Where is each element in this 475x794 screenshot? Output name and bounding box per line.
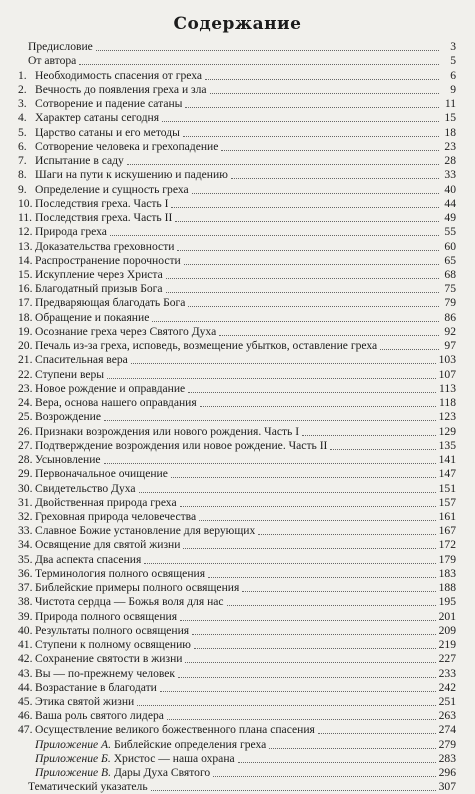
toc-item-page: 263: [438, 709, 456, 723]
toc-item-page: 129: [438, 424, 456, 438]
toc-item-page: 65: [444, 253, 456, 267]
toc-item-number: 32.: [18, 509, 33, 523]
toc-item-page: 113: [439, 381, 456, 395]
toc-appendix-title: Библейские определения греха: [113, 737, 267, 751]
leader-dots: [380, 349, 439, 350]
toc-item-number: 19.: [18, 324, 33, 338]
toc-item-number: 22.: [18, 367, 33, 381]
leader-dots: [137, 705, 435, 706]
toc-item-title: Сотворение и падение сатаны: [35, 97, 183, 111]
toc-item-title: Ступени веры: [35, 367, 105, 381]
leader-dots: [104, 420, 436, 421]
leader-dots: [151, 790, 436, 791]
toc-chapter-item[interactable]: [18, 624, 456, 638]
toc-chapter-item[interactable]: [18, 439, 456, 453]
toc-front-item[interactable]: [18, 54, 456, 68]
toc-appendix-label: Приложение В.: [35, 766, 112, 780]
toc-chapter-item[interactable]: [18, 97, 456, 111]
toc-item-page: 79: [444, 296, 456, 310]
toc-item-number: 42.: [18, 652, 33, 666]
toc-chapter-item[interactable]: [18, 666, 456, 680]
toc-item-title: Библейские примеры полного освящения: [35, 581, 240, 595]
toc-item-page: 209: [438, 623, 456, 637]
toc-chapter-item[interactable]: [18, 524, 456, 538]
leader-dots: [199, 520, 435, 521]
toc-item-title: Спасительная вера: [35, 353, 128, 367]
toc-item-page: 11: [444, 97, 456, 111]
toc-item-title: Славное Божие установление для верующих: [35, 524, 256, 538]
toc-item-number: 17.: [18, 296, 33, 310]
toc-item-number: 37.: [18, 581, 33, 595]
leader-dots: [227, 605, 436, 606]
toc-item-title: От автора: [28, 54, 77, 68]
toc-chapter-item[interactable]: [18, 197, 456, 211]
toc-chapter-item[interactable]: [18, 382, 456, 396]
toc-item-title: Новое рождение и оправдание: [35, 381, 186, 395]
leader-dots: [231, 178, 439, 179]
toc-chapter-item[interactable]: [18, 254, 456, 268]
leader-dots: [188, 392, 436, 393]
toc-item-page: 307: [438, 780, 456, 794]
toc-item-number: 45.: [18, 695, 33, 709]
toc-chapter-item[interactable]: [18, 325, 456, 339]
toc-index-item[interactable]: [18, 780, 456, 794]
toc-item-page: 92: [444, 324, 456, 338]
toc-chapter-item[interactable]: [18, 225, 456, 239]
toc-item-title: Распространение порочности: [35, 253, 181, 267]
toc-item-number: 46.: [18, 709, 33, 723]
toc-item-page: 60: [444, 239, 456, 253]
toc-item-number: 30.: [18, 481, 33, 495]
leader-dots: [110, 235, 439, 236]
toc-item-number: 39.: [18, 609, 33, 623]
toc-item-page: 195: [438, 595, 456, 609]
leader-dots: [242, 591, 435, 592]
toc-item-title: Шаги на пути к искушению и падению: [35, 168, 228, 182]
toc-item-page: 5: [450, 54, 456, 68]
toc-item-page: 188: [438, 581, 456, 595]
toc-item-title: Последствия греха. Часть II: [35, 211, 173, 225]
leader-dots: [330, 449, 435, 450]
toc-chapter-item[interactable]: [18, 467, 456, 481]
toc-item-page: 15: [444, 111, 456, 125]
toc-item-number: 41.: [18, 638, 33, 652]
toc-item-number: 36.: [18, 566, 33, 580]
leader-dots: [302, 435, 436, 436]
leader-dots: [180, 506, 436, 507]
leader-dots: [269, 748, 435, 749]
toc-chapter-item[interactable]: [18, 83, 456, 97]
toc-chapter-item[interactable]: [18, 510, 456, 524]
toc-appendix-label: Приложение А.: [35, 737, 112, 751]
toc-item-title: Греховная природа человечества: [35, 509, 197, 523]
toc-item-title: Ваша роль святого лидера: [35, 709, 164, 723]
toc-chapter-item[interactable]: [18, 552, 456, 566]
toc-chapter-item[interactable]: [18, 182, 456, 196]
toc-item-page: 23: [444, 139, 456, 153]
toc-item-page: 9: [450, 82, 456, 96]
leader-dots: [131, 363, 436, 364]
toc-item-title: Необходимость спасения от греха: [35, 68, 203, 82]
toc-item-page: 296: [438, 766, 456, 780]
toc-item-number: 28.: [18, 453, 33, 467]
toc-item-page: 251: [438, 695, 456, 709]
toc-item-title: [18, 752, 235, 766]
toc-item-title: Природа полного освящения: [35, 609, 178, 623]
toc-item-title: Вера, основа нашего оправдания: [35, 396, 197, 410]
toc-chapter-item[interactable]: [18, 68, 456, 82]
toc-list: [18, 40, 456, 794]
toc-chapter-item[interactable]: [18, 424, 456, 438]
toc-chapter-item[interactable]: [18, 239, 456, 253]
toc-item-page: 233: [438, 666, 456, 680]
leader-dots: [171, 207, 439, 208]
toc-chapter-item[interactable]: [18, 268, 456, 282]
leader-dots: [152, 321, 439, 322]
toc-item-page: 18: [444, 125, 456, 139]
toc-item-number: 20.: [18, 339, 33, 353]
toc-item-number: 5.: [18, 125, 27, 139]
toc-item-title: Определение и сущность греха: [35, 182, 189, 196]
toc-item-number: 40.: [18, 623, 33, 637]
toc-item-title: Предваряющая благодать Бога: [35, 296, 186, 310]
toc-appendix-title: Христос — наша охрана: [113, 751, 235, 765]
leader-dots: [162, 121, 439, 122]
leader-dots: [219, 335, 439, 336]
toc-item-title: Предисловие: [28, 40, 93, 54]
toc-item-title: Последствия греха. Часть I: [35, 196, 169, 210]
toc-item-title: Первоначальное очищение: [35, 467, 168, 481]
toc-item-title: Возрастание в благодати: [35, 680, 157, 694]
toc-item-page: 161: [438, 509, 456, 523]
toc-item-title: Освящение для святой жизни: [35, 538, 181, 552]
leader-dots: [210, 93, 439, 94]
toc-item-page: 118: [439, 396, 456, 410]
toc-front-item[interactable]: [18, 40, 456, 54]
toc-item-page: 219: [438, 638, 456, 652]
toc-chapter-item[interactable]: [18, 396, 456, 410]
leader-dots: [194, 648, 436, 649]
toc-item-page: 227: [438, 652, 456, 666]
page-title: Содержание: [173, 14, 302, 34]
toc-chapter-item[interactable]: [18, 496, 456, 510]
toc-item-number: 38.: [18, 595, 33, 609]
toc-item-number: 31.: [18, 495, 33, 509]
toc-item-page: 6: [450, 68, 456, 82]
leader-dots: [200, 406, 436, 407]
toc-item-title: Характер сатаны сегодня: [35, 111, 160, 125]
toc-item-number: 26.: [18, 424, 33, 438]
leader-dots: [192, 634, 435, 635]
toc-item-page: 274: [438, 723, 456, 737]
toc-item-page: 283: [438, 751, 456, 765]
toc-item-title: Благодатный призыв Бога: [35, 282, 163, 296]
leader-dots: [208, 577, 436, 578]
toc-chapter-item[interactable]: [18, 310, 456, 324]
toc-item-number: 35.: [18, 552, 33, 566]
toc-appendix-item[interactable]: [18, 737, 456, 751]
toc-item-page: 28: [444, 154, 456, 168]
toc-chapter-item[interactable]: [18, 595, 456, 609]
toc-chapter-item[interactable]: [18, 353, 456, 367]
toc-item-title: Доказательства греховности: [35, 239, 175, 253]
leader-dots: [104, 463, 436, 464]
toc-item-number: 16.: [18, 282, 33, 296]
toc-chapter-item[interactable]: [18, 339, 456, 353]
toc-item-title: Возрождение: [35, 410, 102, 424]
toc-item-number: 3.: [18, 97, 27, 111]
toc-item-number: 9.: [18, 182, 27, 196]
toc-item-title: Природа греха: [35, 225, 107, 239]
toc-appendix-item[interactable]: [18, 766, 456, 780]
leader-dots: [184, 264, 439, 265]
toc-item-page: 75: [444, 282, 456, 296]
leader-dots: [185, 662, 435, 663]
toc-item-number: 24.: [18, 396, 33, 410]
toc-item-title: Царство сатаны и его методы: [35, 125, 180, 139]
toc-chapter-item[interactable]: [18, 681, 456, 695]
toc-item-title: Ступени к полному освящению: [35, 638, 191, 652]
leader-dots: [258, 534, 435, 535]
toc-item-page: 123: [438, 410, 456, 424]
toc-chapter-item[interactable]: [18, 125, 456, 139]
toc-chapter-item[interactable]: [18, 154, 456, 168]
toc-chapter-item[interactable]: [18, 453, 456, 467]
toc-chapter-item[interactable]: [18, 638, 456, 652]
leader-dots: [192, 193, 439, 194]
toc-appendix-item[interactable]: [18, 752, 456, 766]
toc-chapter-item[interactable]: [18, 709, 456, 723]
toc-item-number: 43.: [18, 666, 33, 680]
toc-item-title: Осуществление великого божественного плана спасения: [35, 723, 315, 737]
toc-item-page: 103: [438, 353, 456, 367]
toc-chapter-item[interactable]: [18, 723, 456, 737]
toc-item-page: 135: [438, 438, 456, 452]
leader-dots: [185, 107, 439, 108]
toc-item-page: 40: [444, 182, 456, 196]
toc-item-title: [18, 766, 210, 780]
toc-item-title: Усыновление: [35, 453, 101, 467]
leader-dots: [183, 548, 435, 549]
leader-dots: [166, 292, 439, 293]
toc-item-title: Осознание греха через Святого Духа: [35, 324, 217, 338]
toc-item-number: 29.: [18, 467, 33, 481]
toc-item-page: 3: [450, 40, 456, 54]
toc-item-number: 12.: [18, 225, 33, 239]
toc-item-title: Свидетельство Духа: [35, 481, 136, 495]
toc-chapter-item[interactable]: [18, 367, 456, 381]
toc-item-title: Подтверждение возрождения или новое рождение. Часть II: [35, 438, 328, 452]
toc-item-page: 279: [438, 737, 456, 751]
toc-item-number: 2.: [18, 82, 27, 96]
leader-dots: [238, 762, 436, 763]
toc-item-page: 167: [438, 524, 456, 538]
toc-item-number: 27.: [18, 438, 33, 452]
toc-item-title: Сохранение святости в жизни: [35, 652, 183, 666]
leader-dots: [167, 719, 436, 720]
toc-item-page: 172: [438, 538, 456, 552]
toc-item-number: 21.: [18, 353, 33, 367]
toc-item-title: Печаль из-за греха, исповедь, возмещение убытков, оставление греха: [35, 339, 378, 353]
leader-dots: [144, 563, 435, 564]
toc-item-page: 44: [444, 196, 456, 210]
leader-dots: [127, 164, 439, 165]
toc-chapter-item[interactable]: [18, 538, 456, 552]
toc-item-title: Терминология полного освящения: [35, 566, 206, 580]
toc-item-title: Обращение и покаяние: [35, 310, 150, 324]
toc-item-title: Результаты полного освящения: [35, 623, 190, 637]
toc-chapter-item[interactable]: [18, 567, 456, 581]
toc-chapter-item[interactable]: [18, 211, 456, 225]
toc-chapter-item[interactable]: [18, 282, 456, 296]
toc-item-title: [18, 738, 266, 752]
toc-item-number: 1.: [18, 68, 27, 82]
toc-chapter-item[interactable]: [18, 168, 456, 182]
toc-item-number: 34.: [18, 538, 33, 552]
toc-item-title: Тематический указатель: [28, 780, 148, 794]
toc-item-page: 179: [438, 552, 456, 566]
toc-item-number: 11.: [18, 211, 33, 225]
toc-item-page: 107: [438, 367, 456, 381]
toc-chapter-item[interactable]: [18, 652, 456, 666]
toc-item-number: 7.: [18, 154, 27, 168]
toc-item-number: 33.: [18, 524, 33, 538]
leader-dots: [180, 620, 436, 621]
toc-item-page: 147: [438, 467, 456, 481]
toc-item-title: Испытание в саду: [35, 154, 124, 168]
leader-dots: [107, 378, 436, 379]
toc-item-number: 23.: [18, 381, 33, 395]
toc-item-page: 68: [444, 267, 456, 281]
toc-item-page: 157: [438, 495, 456, 509]
leader-dots: [221, 150, 439, 151]
toc-chapter-item[interactable]: [18, 609, 456, 623]
toc-item-title: Вы — по-прежнему человек: [35, 666, 176, 680]
toc-item-title: Признаки возрождения или нового рождения. Часть I: [35, 424, 300, 438]
toc-item-number: 18.: [18, 310, 33, 324]
toc-item-number: 8.: [18, 168, 27, 182]
leader-dots: [175, 221, 439, 222]
toc-item-number: 13.: [18, 239, 33, 253]
toc-chapter-item[interactable]: [18, 410, 456, 424]
toc-item-title: Чистота сердца — Божья воля для нас: [35, 595, 224, 609]
toc-item-title: Искупление через Христа: [35, 267, 163, 281]
toc-item-number: 4.: [18, 111, 27, 125]
leader-dots: [178, 677, 436, 678]
leader-dots: [177, 250, 439, 251]
toc-item-page: 55: [444, 225, 456, 239]
toc-item-page: 183: [438, 566, 456, 580]
toc-item-number: 25.: [18, 410, 33, 424]
toc-item-page: 201: [438, 609, 456, 623]
toc-chapter-item[interactable]: [18, 581, 456, 595]
toc-appendix-label: Приложение Б.: [35, 751, 111, 765]
toc-item-page: 141: [438, 453, 456, 467]
toc-item-title: Двойственная природа греха: [35, 495, 177, 509]
leader-dots: [160, 691, 436, 692]
leader-dots: [139, 492, 436, 493]
toc-item-number: 6.: [18, 139, 27, 153]
toc-chapter-item[interactable]: [18, 296, 456, 310]
leader-dots: [183, 136, 439, 137]
toc-item-page: 49: [444, 211, 456, 225]
leader-dots: [318, 733, 436, 734]
toc-item-number: 15.: [18, 267, 33, 281]
toc-item-number: 47.: [18, 723, 33, 737]
toc-item-title: Сотворение человека и грехопадение: [35, 139, 219, 153]
toc-item-page: 151: [438, 481, 456, 495]
toc-item-page: 242: [438, 680, 456, 694]
leader-dots: [166, 278, 439, 279]
leader-dots: [96, 50, 439, 51]
toc-chapter-item[interactable]: [18, 111, 456, 125]
toc-appendix-title: Дары Духа Святого: [113, 766, 211, 780]
toc-item-page: 33: [444, 168, 456, 182]
toc-item-number: 14.: [18, 253, 33, 267]
toc-chapter-item[interactable]: [18, 695, 456, 709]
toc-item-number: 44.: [18, 680, 33, 694]
toc-item-title: Два аспекта спасения: [35, 552, 142, 566]
toc-chapter-item[interactable]: [18, 140, 456, 154]
leader-dots: [213, 776, 435, 777]
toc-item-title: Вечность до появления греха и зла: [35, 82, 207, 96]
leader-dots: [171, 477, 436, 478]
toc-item-title: Этика святой жизни: [35, 695, 135, 709]
toc-chapter-item[interactable]: [18, 481, 456, 495]
leader-dots: [188, 306, 439, 307]
toc-item-page: 97: [444, 339, 456, 353]
toc-item-number: 10.: [18, 196, 33, 210]
leader-dots: [79, 64, 439, 65]
leader-dots: [205, 79, 439, 80]
toc-item-page: 86: [444, 310, 456, 324]
